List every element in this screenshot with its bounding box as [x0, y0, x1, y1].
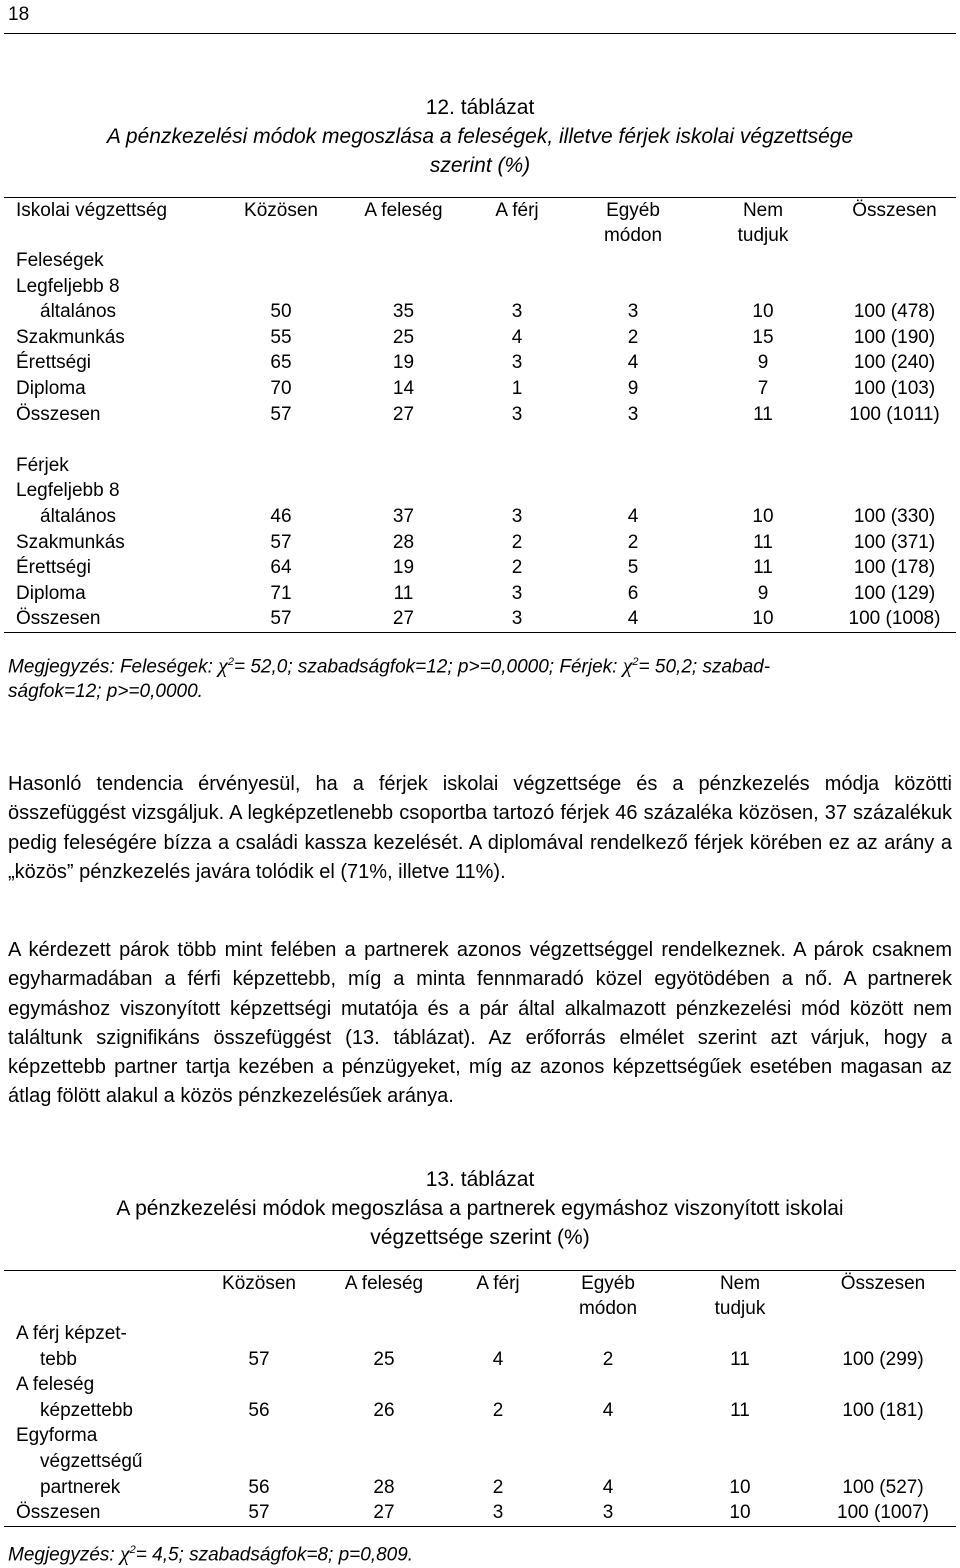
table-row: [4, 581, 956, 607]
page-number: 18: [8, 4, 30, 25]
table-row: [4, 299, 956, 325]
cell: 50: [270, 301, 292, 323]
row-label: általános: [40, 505, 117, 527]
row-label: Összesen: [16, 403, 101, 425]
col-header: A férj: [476, 1273, 520, 1294]
col-header: Összesen: [852, 200, 937, 221]
col-header: A feleség: [364, 200, 443, 221]
cell: 64: [270, 557, 292, 579]
cell: 2: [492, 1399, 504, 1421]
cell: 71: [270, 582, 292, 604]
cell: 1: [511, 377, 523, 399]
table13: [4, 1270, 956, 1527]
cell: 100 (103): [853, 377, 936, 399]
cell: 2: [511, 557, 523, 579]
cell: 14: [392, 377, 415, 399]
table12-note: Megjegyzés: Feleségek: $\chi^2= 52,0$; szabadságfok=12; p>=0,0000; Férjek: $\chi^2= 50,2$; szabad- ságfok=12; p>=0,0000.: [8, 652, 771, 703]
row-label: Szakmunkás: [16, 326, 125, 348]
table13-header-row: [4, 1271, 956, 1322]
cell: 3: [492, 1502, 504, 1524]
row-label: képzettebb: [40, 1399, 133, 1421]
cell: 11: [753, 531, 773, 553]
cell: 3: [511, 403, 523, 425]
cell: 11: [730, 1399, 750, 1421]
cell: 100 (478): [853, 301, 936, 323]
cell: 10: [729, 1502, 751, 1524]
cell: 4: [602, 1399, 614, 1421]
cell: 15: [752, 326, 774, 348]
col-header: Közösen: [222, 1273, 296, 1294]
cell: 27: [392, 403, 415, 425]
table-row: [4, 402, 956, 428]
cell: 100 (527): [842, 1476, 924, 1498]
cell: 9: [627, 377, 639, 399]
group-label-wives: Feleségek: [16, 250, 104, 271]
col-header: Összesen: [840, 1273, 926, 1294]
table-row: [4, 350, 956, 376]
cell: 70: [270, 377, 292, 399]
table12-header-row: [4, 198, 956, 249]
cell: 100 (190): [853, 326, 936, 348]
row-label: Érettségi: [16, 557, 91, 579]
table12-number: 12. táblázat: [425, 96, 535, 119]
col-header: Iskolai végzettség: [16, 200, 168, 221]
cell: 100 (178): [853, 557, 936, 579]
cell: 4: [511, 326, 523, 348]
row-label: Diploma: [16, 377, 86, 399]
cell: 25: [373, 1348, 395, 1370]
cell: 9: [757, 352, 769, 374]
cell: 100 (129): [853, 582, 936, 604]
cell: 10: [752, 608, 774, 630]
cell: 11: [753, 557, 773, 579]
cell: 57: [248, 1502, 270, 1524]
row-label: Legfeljebb 8: [16, 480, 120, 502]
row-label: Összesen: [16, 1502, 101, 1524]
cell: 4: [627, 352, 639, 374]
cell: 2: [627, 326, 639, 348]
table-row: [4, 1475, 956, 1501]
cell: 100 (181): [842, 1399, 924, 1421]
header-rule: [4, 33, 956, 34]
cell: 9: [757, 582, 769, 604]
cell: 3: [511, 352, 523, 374]
col-header: [4, 1271, 200, 1322]
cell: 46: [270, 505, 292, 527]
cell: 4: [602, 1476, 614, 1498]
col-header: Nem tudjuk: [714, 1273, 766, 1319]
cell: 2: [627, 531, 639, 553]
cell: 100 (1007): [837, 1502, 929, 1524]
cell: 2: [511, 531, 523, 553]
col-header: A férj: [495, 200, 539, 221]
row-label: Legfeljebb 8: [16, 275, 120, 297]
cell: 3: [627, 403, 639, 425]
cell: 100 (240): [853, 352, 936, 374]
row-label: Összesen: [16, 608, 101, 630]
table-row: [4, 555, 956, 581]
cell: 56: [248, 1399, 270, 1421]
row-label: A feleség: [16, 1374, 95, 1396]
cell: 3: [602, 1502, 614, 1524]
cell: 4: [627, 608, 639, 630]
body-paragraph-1: Hasonló tendencia érvényesül, ha a férjek iskolai végzettsége és a pénzkezelés módja közötti összefüggést vizsgáljuk. A legképzetlenebb csoportba tartozó férjek 46 százaléka közösen, 37 százalékuk pedig feleségére bízza a családi kassza kezelését. A diplomával rendelkező férjek körében ez az arány a „közös” pénzkezelés javára tolódik el (71%, illetve 11%).: [8, 773, 952, 883]
row-label: Egyforma: [16, 1425, 98, 1447]
cell: 11: [393, 582, 414, 604]
cell: 37: [392, 505, 415, 527]
cell: 57: [270, 531, 292, 553]
row-label: tebb: [40, 1348, 77, 1370]
cell: 4: [492, 1348, 504, 1370]
cell: 5: [627, 557, 639, 579]
table-row: [4, 1347, 956, 1373]
group-label-husbands: Férjek: [16, 454, 69, 476]
cell: 35: [392, 301, 415, 323]
cell: 25: [392, 326, 415, 348]
cell: 6: [627, 582, 639, 604]
table-row: [4, 376, 956, 402]
table-row: [4, 325, 956, 351]
cell: 3: [627, 301, 639, 323]
cell: 65: [270, 352, 292, 374]
row-label: A férj képzet-: [16, 1323, 127, 1344]
cell: 100 (371): [853, 531, 936, 553]
cell: 27: [373, 1502, 395, 1524]
table-row: [4, 606, 956, 632]
col-header: Nem tudjuk: [737, 200, 789, 246]
cell: 10: [729, 1476, 751, 1498]
table-row: [4, 504, 956, 530]
cell: 19: [392, 557, 415, 579]
table12: [4, 197, 956, 633]
cell: 55: [270, 326, 292, 348]
cell: 2: [492, 1476, 504, 1498]
col-header: Egyéb módon: [578, 1273, 638, 1319]
cell: 11: [753, 403, 773, 425]
cell: 100 (1008): [848, 608, 941, 630]
cell: 2: [602, 1348, 614, 1370]
col-header: Egyéb módon: [603, 200, 663, 246]
col-header: A feleség: [344, 1273, 424, 1294]
cell: 19: [392, 352, 415, 374]
cell: 100 (330): [853, 505, 936, 527]
cell: 3: [511, 582, 523, 604]
cell: 4: [627, 505, 639, 527]
row-label: Diploma: [16, 582, 86, 604]
cell: 28: [373, 1476, 395, 1498]
table13-note: Megjegyzés: $\chi^2= 4,5$; szabadságfok=8; p=0,809.: [8, 1540, 414, 1566]
cell: 57: [270, 403, 292, 425]
table13-title-line1: A pénzkezelési módok megoszlása a partnerek egymáshoz viszonyított iskolai: [116, 1197, 844, 1220]
row-label: általános: [40, 301, 117, 323]
cell: 100 (1011): [849, 403, 940, 425]
cell: 57: [270, 608, 292, 630]
cell: 56: [248, 1476, 270, 1498]
table-row: [4, 1398, 956, 1424]
table12-title-line1: A pénzkezelési módok megoszlása a feleségek, illetve férjek iskolai végzettsége: [106, 125, 854, 148]
row-label: végzettségű: [40, 1450, 143, 1472]
row-label: Érettségi: [16, 352, 91, 374]
row-label: Szakmunkás: [16, 531, 125, 553]
cell: 57: [248, 1348, 270, 1370]
cell: 10: [752, 301, 774, 323]
body-paragraph-2: A kérdezett párok több mint felében a partnerek azonos végzettséggel rendelkeznek. A párok csaknem egyharmadában a férfi képzettebb, míg a minta fennmaradó közel egyötödében a nő. A partnerek egymáshoz viszonyított képzettségi mutatója és a pár által alkalmazott pénzkezelési mód között nem találtunk szignifikáns összefüggést (13. táblázat). Az erőforrás elmélet szerint azt várjuk, hogy a képzettebb partner tartja kezében a pénzügyeket, míg az azonos képzettségűek esetében magasan az átlag fölött alakul a közös pénzkezelésűek aránya.: [8, 939, 952, 1108]
table12-title-line2: szerint (%): [429, 154, 531, 177]
cell: 3: [511, 301, 523, 323]
row-label: partnerek: [40, 1476, 121, 1498]
cell: 11: [730, 1348, 750, 1370]
table-row: [4, 1500, 956, 1526]
cell: 7: [757, 377, 769, 399]
cell: 3: [511, 505, 523, 527]
table13-number: 13. táblázat: [425, 1168, 535, 1191]
cell: 3: [511, 608, 523, 630]
cell: 26: [373, 1399, 395, 1421]
cell: 27: [392, 608, 415, 630]
cell: 100 (299): [842, 1348, 924, 1370]
table13-title-line2: végzettsége szerint (%): [370, 1226, 590, 1249]
table-row: [4, 530, 956, 556]
cell: 28: [392, 531, 415, 553]
cell: 10: [752, 505, 774, 527]
col-header: Közösen: [244, 200, 318, 221]
